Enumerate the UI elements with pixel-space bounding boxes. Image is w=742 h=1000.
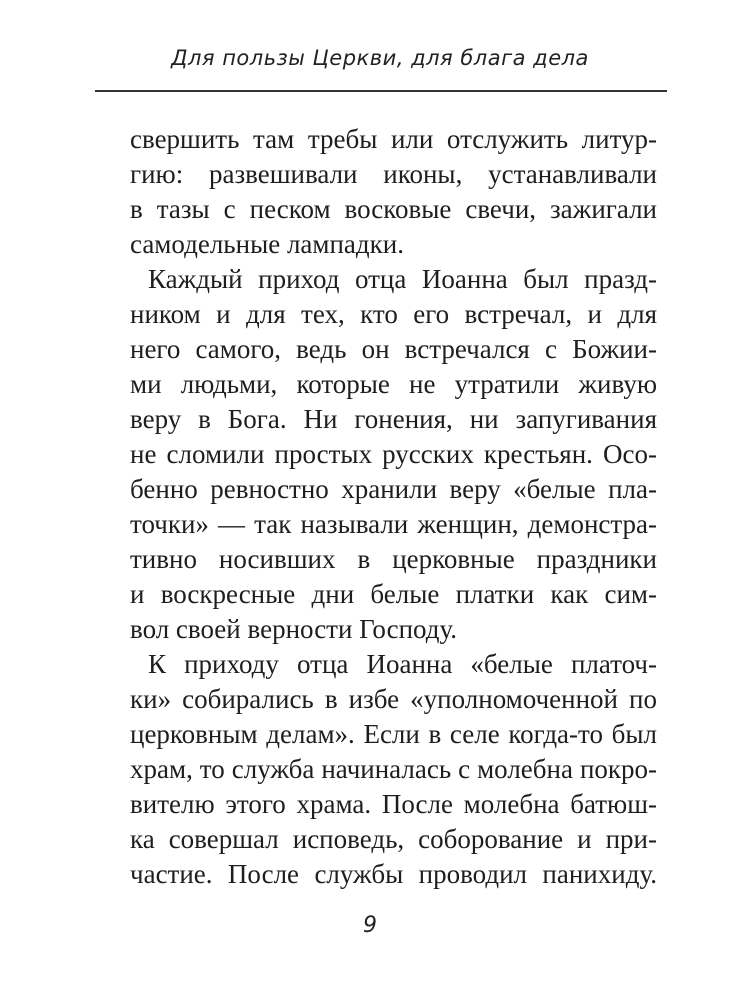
page-number: 9 — [363, 913, 377, 938]
header-rule — [95, 90, 667, 92]
text-line: ми людьми, которые не утратили живую — [130, 369, 657, 399]
text-line: и воскресные дни белые платки как сим- — [130, 579, 657, 609]
text-line: церковным делам». Если в селе когда-то был — [130, 719, 657, 749]
text-line: веру в Бога. Ни гонения, ни запугивания — [130, 404, 657, 434]
text-line: точки» — так называли женщин, демонстра- — [130, 509, 657, 539]
text-line: гию: развешивали иконы, устанавливали — [130, 159, 657, 189]
paragraph — [130, 262, 657, 647]
body-text — [130, 122, 657, 892]
text-line: ником и для тех, кто его встречал, и для — [130, 299, 657, 329]
text-line: вителю этого храма. После молебна батюш- — [130, 789, 657, 819]
text-line: ки» собирались в избе «уполномоченной по — [130, 684, 657, 714]
text-line: К приходу отца Иоанна «белые платоч- — [148, 649, 657, 679]
paragraph — [130, 647, 657, 892]
paragraph — [130, 122, 657, 262]
text-line: Каждый приход отца Иоанна был празд- — [148, 264, 657, 294]
text-line: храм, то служба начиналась с молебна покро- — [130, 754, 657, 784]
text-line: вол своей верности Господу. — [130, 614, 458, 644]
text-line: самодельные лампадки. — [130, 229, 404, 259]
text-line: не сломили простых русских крестьян. Осо- — [130, 439, 657, 469]
text-line: него самого, ведь он встречался с Божии- — [130, 334, 657, 364]
text-line: частие. После службы проводил панихиду. — [130, 859, 657, 889]
text-line: ка совершал исповедь, соборование и при- — [130, 824, 657, 854]
text-line: в тазы с песком восковые свечи, зажигали — [130, 194, 657, 224]
text-line: свершить там требы или отслужить литур- — [130, 124, 657, 154]
text-line: тивно носивших в церковные праздники — [130, 544, 657, 574]
text-line: бенно ревностно хранили веру «белые пла- — [130, 474, 657, 504]
running-header: Для пользы Церкви, для блага дела — [171, 46, 589, 70]
